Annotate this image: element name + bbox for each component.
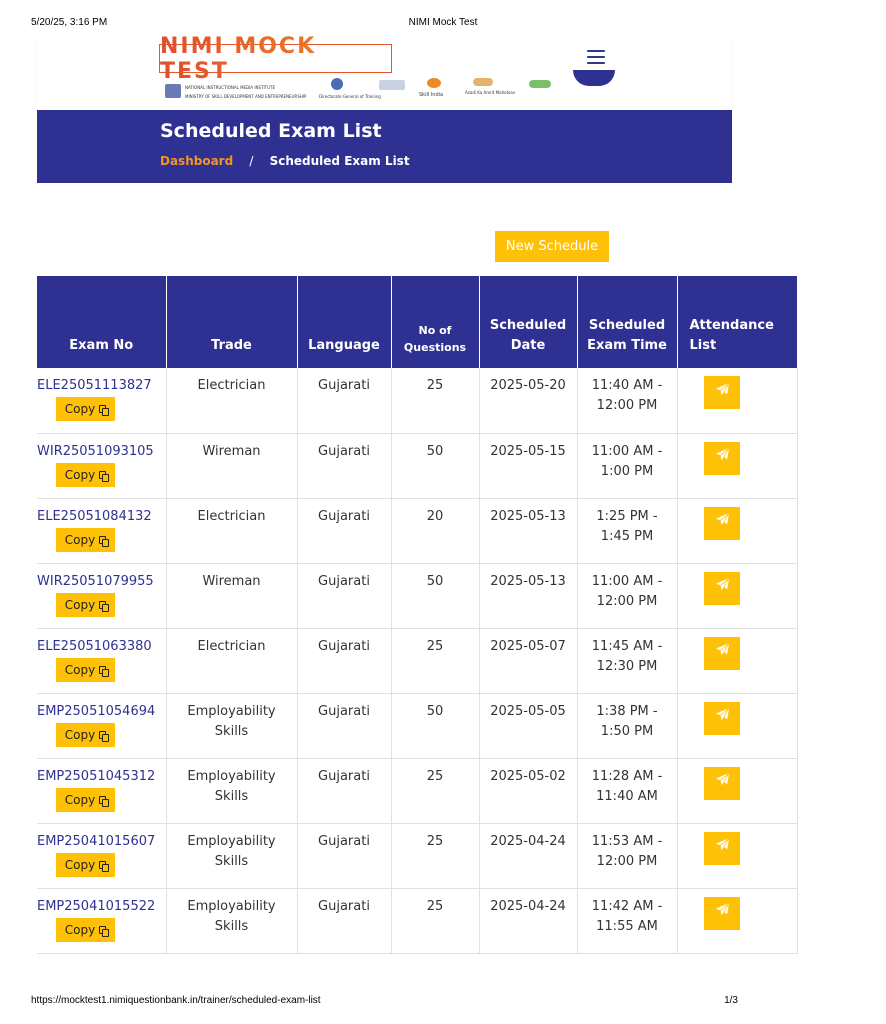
dgt-logo (319, 78, 381, 104)
copy-button[interactable] (56, 658, 115, 682)
cell-time: 11:45 AM - 12:30 PM (577, 628, 677, 693)
cell-trade: Electrician (166, 628, 297, 693)
cell-trade: Electrician (166, 368, 297, 433)
copy-label: Copy (64, 922, 96, 937)
cell-attendance (677, 368, 797, 433)
hamburger-icon[interactable] (587, 50, 605, 66)
partner-nimi-text: NATIONAL INSTRUCTIONAL MEDIA INSTITUTE (185, 85, 275, 90)
send-attendance-button[interactable] (704, 507, 740, 540)
copy-label: Copy (64, 662, 96, 677)
cell-date: 2025-05-20 (479, 368, 577, 433)
cell-exam-no (37, 888, 166, 953)
cell-exam-no (37, 628, 166, 693)
header-attendance-list[interactable]: Attendance List (677, 276, 797, 368)
cell-exam-no (37, 823, 166, 888)
copy-label: Copy (64, 467, 96, 482)
cell-language: Gujarati (297, 498, 391, 563)
cell-time: 11:00 AM - 12:00 PM (577, 563, 677, 628)
paper-plane-icon (715, 447, 730, 469)
send-attendance-button[interactable] (704, 702, 740, 735)
copy-button[interactable] (56, 463, 115, 487)
industrial-logo (373, 78, 413, 104)
cell-date: 2025-05-13 (479, 563, 577, 628)
cell-attendance (677, 758, 797, 823)
cell-time: 1:38 PM - 1:50 PM (577, 693, 677, 758)
send-attendance-button[interactable] (704, 832, 740, 865)
cell-attendance (677, 693, 797, 758)
copy-label: Copy (64, 597, 96, 612)
copy-label: Copy (64, 792, 96, 807)
skill-india-logo (419, 78, 459, 104)
paper-plane-icon (715, 577, 730, 599)
header-scheduled-time[interactable]: Scheduled Exam Time (577, 276, 677, 368)
paper-plane-icon (715, 707, 730, 729)
partner-skill-india-text: Skill India (419, 92, 444, 98)
page-title: Scheduled Exam List (160, 120, 382, 142)
cell-trade: Electrician (166, 498, 297, 563)
new-schedule-button[interactable]: New Schedule (495, 231, 609, 262)
cell-language: Gujarati (297, 433, 391, 498)
cell-trade: Employability Skills (166, 758, 297, 823)
print-datetime: 5/20/25, 3:16 PM (31, 17, 108, 28)
partner-dgt-text: Directorate General of Training (319, 94, 381, 99)
cell-time: 11:40 AM - 12:00 PM (577, 368, 677, 433)
cell-attendance (677, 628, 797, 693)
exam-no-link[interactable]: WIR25051079955 (37, 573, 154, 589)
print-url: https://mocktest1.nimiquestionbank.in/trainer/scheduled-exam-list (31, 995, 321, 1006)
exam-no-link[interactable]: ELE25051113827 (37, 378, 152, 393)
exam-no-link[interactable]: EMP25051045312 (37, 768, 156, 784)
cell-date: 2025-04-24 (479, 823, 577, 888)
paper-plane-icon (715, 772, 730, 794)
cell-date: 2025-05-15 (479, 433, 577, 498)
cell-time: 11:53 AM - 12:00 PM (577, 823, 677, 888)
cell-date: 2025-05-02 (479, 758, 577, 823)
send-attendance-button[interactable] (704, 767, 740, 800)
g20-logo (523, 78, 563, 104)
cell-trade: Employability Skills (166, 823, 297, 888)
copy-icon (99, 471, 106, 479)
cell-language: Gujarati (297, 368, 391, 433)
copy-icon (99, 601, 106, 609)
send-attendance-button[interactable] (704, 897, 740, 930)
exam-table (37, 276, 798, 954)
send-attendance-button[interactable] (704, 442, 740, 475)
cell-questions: 50 (391, 433, 479, 498)
amrit-mahotsav-logo (465, 78, 515, 104)
cell-date: 2025-05-07 (479, 628, 577, 693)
cell-time: 11:00 AM - 1:00 PM (577, 433, 677, 498)
table-row (37, 498, 797, 563)
cell-exam-no (37, 368, 166, 433)
copy-button[interactable] (56, 397, 115, 421)
table-row (37, 888, 797, 953)
breadcrumb-dashboard-link[interactable]: Dashboard (160, 154, 234, 168)
navbar (37, 33, 732, 110)
cell-trade: Employability Skills (166, 693, 297, 758)
header-exam-no[interactable]: Exam No (37, 276, 166, 368)
copy-icon (99, 405, 106, 413)
cell-trade: Wireman (166, 563, 297, 628)
print-page-number: 1/3 (724, 995, 738, 1006)
cell-questions: 25 (391, 628, 479, 693)
paper-plane-icon (715, 837, 730, 859)
header-language[interactable]: Language (297, 276, 391, 368)
cell-exam-no (37, 758, 166, 823)
table-header-row (37, 276, 797, 368)
emblem-circle-logo (569, 78, 619, 104)
copy-button[interactable] (56, 853, 115, 877)
cell-date: 2025-05-05 (479, 693, 577, 758)
cell-questions: 25 (391, 888, 479, 953)
partner-amrit-text: Azadi Ka Amrit Mahotsav (465, 90, 516, 95)
table-row (37, 693, 797, 758)
paper-plane-icon (715, 512, 730, 534)
table-row (37, 758, 797, 823)
cell-questions: 25 (391, 368, 479, 433)
cell-attendance (677, 498, 797, 563)
cell-exam-no (37, 433, 166, 498)
exam-no-link[interactable]: ELE25051063380 (37, 638, 152, 654)
cell-time: 1:25 PM - 1:45 PM (577, 498, 677, 563)
cell-exam-no (37, 498, 166, 563)
table-row (37, 628, 797, 693)
copy-button[interactable] (56, 788, 115, 812)
nimi-emblem-logo (163, 78, 313, 104)
paper-plane-icon (715, 902, 730, 924)
copy-icon (99, 926, 106, 934)
print-header (0, 17, 768, 31)
send-attendance-button[interactable] (704, 572, 740, 605)
exam-table-container (37, 276, 774, 948)
cell-time: 11:28 AM - 11:40 AM (577, 758, 677, 823)
site-logo[interactable] (159, 33, 392, 84)
cell-attendance (677, 563, 797, 628)
cell-questions: 50 (391, 693, 479, 758)
cell-date: 2025-04-24 (479, 888, 577, 953)
copy-label: Copy (64, 532, 96, 547)
paper-plane-icon (715, 382, 730, 404)
send-attendance-button[interactable] (704, 637, 740, 670)
paper-plane-icon (715, 642, 730, 664)
cell-language: Gujarati (297, 628, 391, 693)
copy-button[interactable] (56, 528, 115, 552)
cell-trade: Employability Skills (166, 888, 297, 953)
copy-icon (99, 861, 106, 869)
cell-attendance (677, 888, 797, 953)
cell-language: Gujarati (297, 693, 391, 758)
breadcrumb (160, 154, 410, 168)
copy-label: Copy (64, 857, 96, 872)
copy-icon (99, 536, 106, 544)
copy-label: Copy (64, 727, 96, 742)
copy-button[interactable] (56, 918, 115, 942)
cell-exam-no (37, 563, 166, 628)
cell-questions: 20 (391, 498, 479, 563)
exam-no-link[interactable]: ELE25051084132 (37, 508, 152, 524)
copy-icon (99, 796, 106, 804)
header-scheduled-date[interactable]: Scheduled Date (479, 276, 577, 368)
table-row (37, 433, 797, 498)
cell-questions: 25 (391, 758, 479, 823)
table-row (37, 823, 797, 888)
breadcrumb-separator: / (249, 154, 254, 168)
cell-attendance (677, 823, 797, 888)
table-row (37, 563, 797, 628)
send-attendance-button[interactable] (704, 376, 740, 409)
table-row (37, 368, 797, 433)
page-hero (37, 110, 732, 183)
exam-no-link[interactable]: EMP25041015607 (37, 833, 156, 849)
partner-logos (163, 78, 623, 108)
print-footer (0, 995, 768, 1009)
header-no-of-questions[interactable]: No of Questions (391, 276, 479, 368)
copy-button[interactable] (56, 723, 115, 747)
copy-button[interactable] (56, 593, 115, 617)
copy-label: Copy (64, 402, 96, 416)
cell-trade: Wireman (166, 433, 297, 498)
breadcrumb-current: Scheduled Exam List (269, 154, 410, 168)
copy-icon (99, 666, 106, 674)
cell-language: Gujarati (297, 823, 391, 888)
cell-exam-no (37, 693, 166, 758)
exam-no-link[interactable]: WIR25051093105 (37, 443, 154, 459)
cell-questions: 50 (391, 563, 479, 628)
exam-no-link[interactable]: EMP25051054694 (37, 703, 156, 719)
partner-msde-text: MINISTRY OF SKILL DEVELOPMENT AND ENTREPRENEURSHIP (185, 94, 307, 99)
cell-attendance (677, 433, 797, 498)
cell-questions: 25 (391, 823, 479, 888)
logo-text: NIMI MOCK TEST (160, 34, 391, 84)
cell-language: Gujarati (297, 888, 391, 953)
print-title: NIMI Mock Test (408, 17, 478, 28)
copy-icon (99, 731, 106, 739)
cell-time: 11:42 AM - 11:55 AM (577, 888, 677, 953)
exam-no-link[interactable]: EMP25041015522 (37, 898, 156, 914)
header-trade[interactable]: Trade (166, 276, 297, 368)
cell-language: Gujarati (297, 758, 391, 823)
cell-language: Gujarati (297, 563, 391, 628)
cell-date: 2025-05-13 (479, 498, 577, 563)
